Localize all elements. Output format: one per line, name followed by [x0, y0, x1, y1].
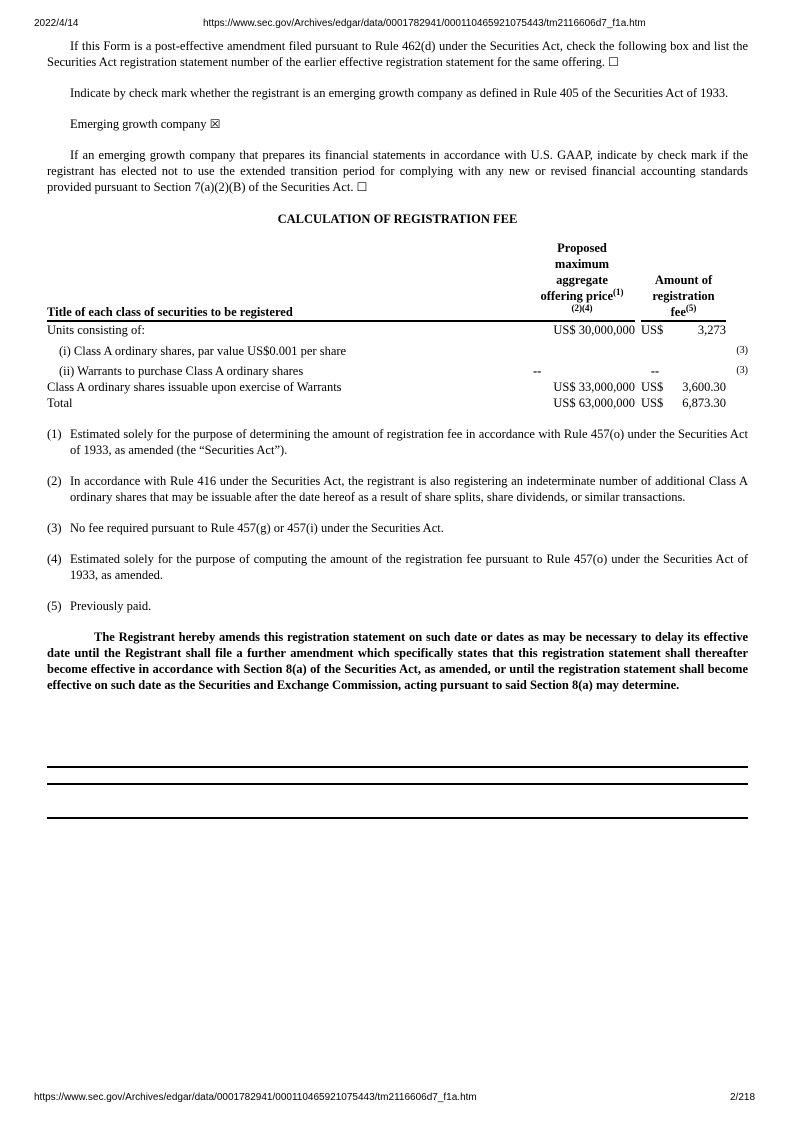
column-header-title: Title of each class of securities to be registered	[47, 240, 529, 321]
checkbox-unchecked-icon: ☐	[608, 55, 619, 69]
print-header-url: https://www.sec.gov/Archives/edgar/data/0001782941/000110465921075443/tm2116606d7_f1a.htm	[203, 18, 646, 29]
checkbox-unchecked-icon: ☐	[356, 180, 368, 194]
table-row: Class A ordinary shares issuable upon exercise of Warrants US$ 33,000,000 US$ 3,600.30	[47, 380, 726, 394]
column-header-price: Proposed maximum aggregate offering price$^{(1)(2)(4)}$	[529, 240, 635, 321]
transition-period-paragraph: If an emerging growth company that prepares its financial statements in accordance with U.S. GAAP, indicate by check mark if the registrant has elected not to use the extended transition period for complying with any new or revised financial accounting standards provided pursuant to Section 7(a)(2)(B) of the Securities Act. ☐	[47, 148, 748, 194]
table-row: Units consisting of: US$ 30,000,000 US$ 3,273	[47, 323, 726, 337]
column-header-fee: Amount of registration fee$^{(5)}$	[641, 240, 726, 321]
checkbox-checked-icon: ☒	[209, 117, 221, 131]
footnote: (4) Estimated solely for the purpose of computing the amount of the registration fee pursuant to Rule 457(o) under the Securities Act of 1933, as amended.	[47, 552, 748, 582]
footnote: (5) Previously paid.	[47, 599, 152, 613]
emerging-growth-paragraph: Indicate by check mark whether the registrant is an emerging growth company as defined in Rule 405 of the Securities Act of 1933.	[70, 86, 729, 100]
fee-table-title: CALCULATION OF REGISTRATION FEE	[277, 212, 518, 226]
print-date: 2022/4/14	[34, 18, 79, 29]
table-row: (i) Class A ordinary shares, par value US$0.001 per share (3)	[59, 344, 748, 358]
post-effective-paragraph: If this Form is a post-effective amendment filed pursuant to Rule 462(d) under the Securities Act, check the following box and list the Securities Act registration statement number of the earlier effective registration statement for the same offering. ☐	[47, 39, 748, 69]
delaying-amendment-paragraph: The Registrant hereby amends this registration statement on such date or dates as may be necessary to delay its effective date until the Registrant shall file a further amendment which specifically states that this registration statement shall thereafter become effective in accordance with Section 8(a) of the Securities Act, as amended, or until the registration statement shall become effective on such date as the Securities and Exchange Commission, acting pursuant to said Section 8(a) may determine.	[47, 630, 748, 692]
divider-rule	[47, 817, 748, 819]
footnote: (3) No fee required pursuant to Rule 457(g) or 457(i) under the Securities Act.	[47, 521, 444, 535]
print-footer-url: https://www.sec.gov/Archives/edgar/data/0001782941/000110465921075443/tm2116606d7_f1a.htm	[34, 1092, 477, 1103]
divider-rule	[47, 783, 748, 785]
table-header-row	[47, 240, 748, 321]
divider-rule	[47, 766, 748, 768]
table-row: Total US$ 63,000,000 US$ 6,873.30	[47, 396, 726, 410]
page-number: 2/218	[730, 1092, 756, 1103]
footnote: (2) In accordance with Rule 416 under the Securities Act, the registrant is also registering an indeterminate number of additional Class A ordinary shares that may be issuable after the date hereof as a result of share splits, share dividends, or similar transactions.	[47, 474, 748, 504]
registration-fee-table	[47, 240, 748, 411]
emerging-growth-line: Emerging growth company ☒	[70, 117, 221, 131]
table-row: (ii) Warrants to purchase Class A ordinary shares -- -- (3)	[59, 364, 748, 378]
footnote: (1) Estimated solely for the purpose of determining the amount of registration fee in accordance with Rule 457(o) under the Securities Act of 1933, as amended (the “Securities Act”).	[47, 427, 748, 457]
document-body	[47, 38, 748, 693]
